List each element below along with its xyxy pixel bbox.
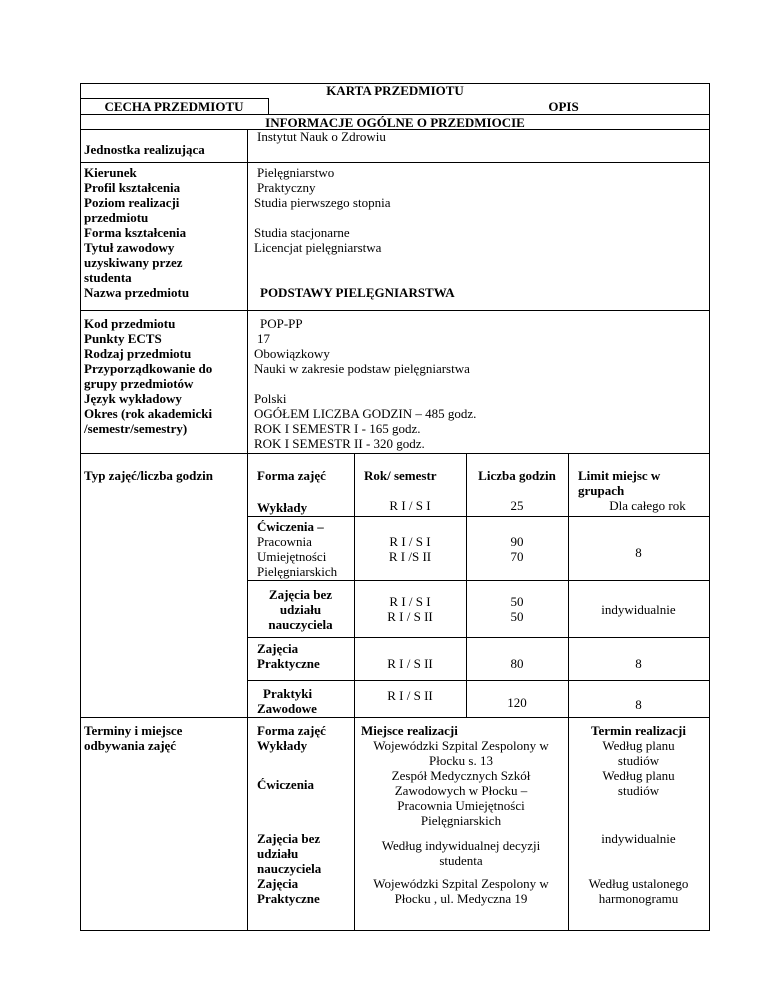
hours-year: R I /S II <box>388 549 432 564</box>
field-value: ROK I SEMESTR II - 320 godz. <box>254 436 425 451</box>
hours-count: 90 <box>510 534 524 549</box>
field-label: grupy przedmiotów <box>84 376 194 391</box>
card-title: KARTA PRZEDMIOTU <box>326 83 464 98</box>
schedule-label: odbywania zajęć <box>84 738 177 753</box>
schedule-place: Zawodowych w Płocku – <box>394 783 528 798</box>
hours-header-hours: Liczba godzin <box>478 468 556 483</box>
field-value: Licencjat pielęgniarstwa <box>254 240 382 255</box>
field-value: Praktyczny <box>257 180 316 195</box>
hours-year: R I / S I <box>389 594 431 609</box>
rule <box>247 129 248 930</box>
schedule-place: Pracownia Umiejętności <box>397 798 525 813</box>
section-title: INFORMACJE OGÓLNE O PRZEDMIOCIE <box>265 115 525 130</box>
schedule-place: Zespół Medycznych Szkół <box>391 768 531 783</box>
hours-form: Zajęcia bez <box>268 587 333 602</box>
hours-form: Pielęgniarskich <box>257 564 338 579</box>
field-value: POP-PP <box>260 316 303 331</box>
schedule-term: harmonogramu <box>598 891 679 906</box>
schedule-place: Wojewódzki Szpital Zespolony w <box>373 876 549 891</box>
field-label: Przyporządkowanie do <box>84 361 213 376</box>
rule <box>80 717 710 718</box>
hours-form: Umiejętności <box>257 549 327 564</box>
hours-year: R I / S II <box>387 609 433 624</box>
hours-count: 50 <box>510 609 524 624</box>
hours-form: Ćwiczenia – <box>257 519 324 534</box>
border-left <box>80 83 81 931</box>
hours-header-limit: grupach <box>578 483 625 498</box>
schedule-form: nauczyciela <box>257 861 322 876</box>
course-card-table <box>80 83 710 931</box>
field-value: Nauki w zakresie podstaw pielęgniarstwa <box>254 361 470 376</box>
schedule-form: Ćwiczenia <box>257 777 315 792</box>
field-label: studenta <box>84 270 132 285</box>
hours-header-year: Rok/ semestr <box>364 468 437 483</box>
field-label: /semestr/semestry) <box>84 421 188 436</box>
schedule-term: Według planu <box>602 738 675 753</box>
rule <box>247 637 710 638</box>
field-label: Kierunek <box>84 165 137 180</box>
rule <box>247 680 710 681</box>
schedule-term: Według planu <box>602 768 675 783</box>
column-header-description: OPIS <box>548 99 579 114</box>
schedule-place: Płocku , ul. Medyczna 19 <box>394 891 528 906</box>
field-label: Profil kształcenia <box>84 180 181 195</box>
field-value: Pielęgniarstwo <box>257 165 335 180</box>
field-value: Polski <box>254 391 287 406</box>
hours-limit: 8 <box>635 697 642 712</box>
hours-form: Zajęcia <box>257 641 299 656</box>
field-label: Kod przedmiotu <box>84 316 176 331</box>
border-bottom <box>80 930 710 931</box>
field-label: Język wykładowy <box>84 391 182 406</box>
hours-form: Zawodowe <box>257 701 317 716</box>
subject-name: PODSTAWY PIELĘGNIARSTWA <box>260 285 455 300</box>
hours-count: 70 <box>510 549 524 564</box>
field-label: Okres (rok akademicki <box>84 406 213 421</box>
field-value: OGÓŁEM LICZBA GODZIN – 485 godz. <box>254 406 477 421</box>
rule <box>80 310 710 311</box>
schedule-term: Według ustalonego <box>588 876 689 891</box>
field-label: Poziom realizacji <box>84 195 180 210</box>
field-label: Rodzaj przedmiotu <box>84 346 192 361</box>
field-value: 17 <box>257 331 270 346</box>
rule <box>247 580 710 581</box>
field-label: Nazwa przedmiotu <box>84 285 190 300</box>
schedule-label: Terminy i miejsce <box>84 723 183 738</box>
unit-value: Instytut Nauk o Zdrowiu <box>257 129 386 144</box>
hours-count: 25 <box>510 498 524 513</box>
border-right <box>709 83 710 931</box>
schedule-form: Zajęcia bez <box>257 831 321 846</box>
hours-year: R I / S I <box>389 498 431 513</box>
hours-form: Pracownia <box>257 534 312 549</box>
hours-count: 50 <box>510 594 524 609</box>
schedule-term: studiów <box>617 753 660 768</box>
schedule-form: Wykłady <box>257 738 308 753</box>
hours-header-limit-note: Dla całego rok <box>609 498 686 513</box>
schedule-term: indywidualnie <box>601 831 676 846</box>
hours-form: Praktyczne <box>257 656 320 671</box>
schedule-header-place: Miejsce realizacji <box>361 723 458 738</box>
schedule-place: Według indywidualnej decyzji <box>381 838 541 853</box>
rule <box>247 516 710 517</box>
field-value: ROK I SEMESTR I - 165 godz. <box>254 421 421 436</box>
hours-year: R I / S II <box>387 656 433 671</box>
rule <box>80 162 710 163</box>
schedule-form: Zajęcia <box>257 876 299 891</box>
hours-header-limit: Limit miejsc w <box>578 468 661 483</box>
schedule-place: Pielęgniarskich <box>420 813 502 828</box>
field-label: Tytuł zawodowy <box>84 240 175 255</box>
field-label: uzyskiwany przez <box>84 255 183 270</box>
schedule-form: udziału <box>257 846 299 861</box>
hours-form: nauczyciela <box>268 617 333 632</box>
field-label: Punkty ECTS <box>84 331 162 346</box>
hours-header-form: Forma zajęć <box>257 468 326 483</box>
schedule-place: Płocku s. 13 <box>429 753 493 768</box>
hours-label: Typ zajęć/liczba godzin <box>84 468 214 483</box>
schedule-header-form: Forma zajęć <box>257 723 326 738</box>
hours-year: R I / S II <box>387 688 433 703</box>
schedule-form: Praktyczne <box>257 891 320 906</box>
column-header-feature: CECHA PRZEDMIOTU <box>104 99 244 114</box>
field-value: Studia stacjonarne <box>254 225 350 240</box>
rule <box>568 453 569 930</box>
hours-form: udziału <box>279 602 322 617</box>
field-label: przedmiotu <box>84 210 149 225</box>
hours-form: Wykłady <box>257 500 308 515</box>
unit-label: Jednostka realizująca <box>84 142 205 157</box>
hours-count: 80 <box>510 656 524 671</box>
schedule-place: studenta <box>439 853 483 868</box>
field-value: Obowiązkowy <box>254 346 330 361</box>
schedule-header-term: Termin realizacji <box>591 723 686 738</box>
rule <box>80 453 710 454</box>
field-label: Forma kształcenia <box>84 225 187 240</box>
field-value: Studia pierwszego stopnia <box>254 195 391 210</box>
rule <box>466 453 467 717</box>
hours-count: 120 <box>507 695 527 710</box>
schedule-term: studiów <box>617 783 660 798</box>
hours-limit: 8 <box>635 656 642 671</box>
hours-limit: indywidualnie <box>601 602 676 617</box>
schedule-place: Wojewódzki Szpital Zespolony w <box>373 738 549 753</box>
hours-limit: 8 <box>635 545 642 560</box>
hours-form: Praktyki <box>263 686 313 701</box>
hours-year: R I / S I <box>389 534 431 549</box>
